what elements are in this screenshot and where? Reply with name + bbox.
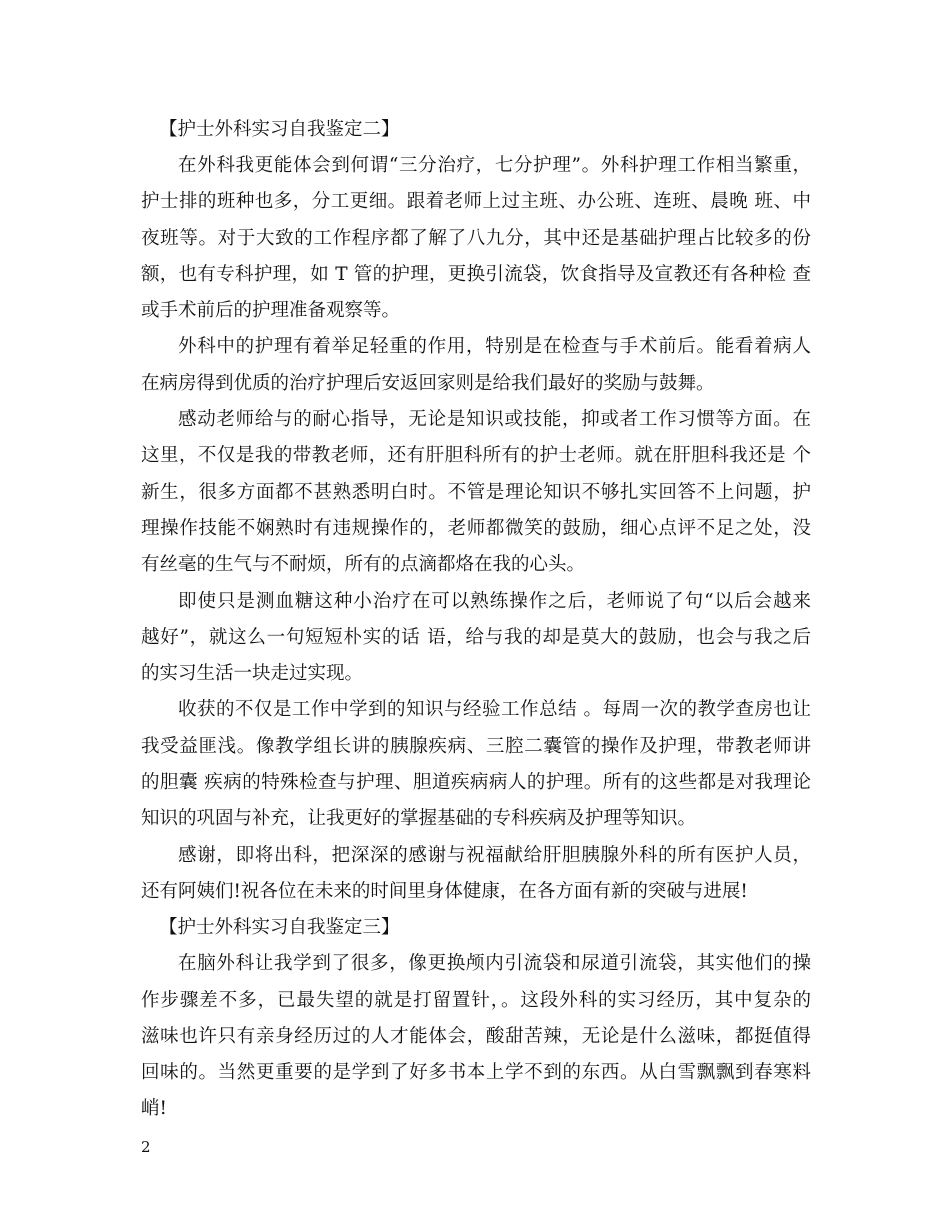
text-line: 知识的巩固与补充，让我更好的掌握基础的专科疾病及护理等知识。 <box>141 808 697 830</box>
section-heading <box>141 112 811 148</box>
paragraph <box>141 692 811 837</box>
text-line: 这里，不仅是我的带教老师，还有肝胆科所有的护士老师。就在肝胆科我还是 个 <box>141 445 811 467</box>
text-line: 滋味也许只有亲身经历过的人才能体会，酸甜苦辣，无论是什么滋味，都挺值得 <box>141 1025 811 1047</box>
text-line: 作步骤差不多，已最失望的就是打留置针，。这段外科的实习经历，其中复杂的 <box>141 989 811 1011</box>
paragraph <box>141 584 811 693</box>
text-line: 峭! <box>141 1098 167 1120</box>
text-line: 收获的不仅是工作中学到的知识与经验工作总结 。每周一次的教学查房也让 <box>178 699 811 721</box>
section-heading <box>141 910 811 946</box>
paragraph <box>141 402 811 583</box>
text-line: 额，也有专科护理，如 T 管的护理，更换引流袋，饮食指导及宣教还有各种检 查 <box>141 263 811 285</box>
page-number: 2 <box>141 1138 151 1156</box>
text-line: 【护士外科实习自我鉴定二】 <box>159 119 400 140</box>
text-line: 的胆囊 疾病的特殊检查与护理、胆道疾病病人的护理。所有的这些都是对我理论 <box>141 772 811 794</box>
text-line: 新生，很多方面都不甚熟悉明白时。不管是理论知识不够扎实回答不上问题，护 <box>141 481 811 503</box>
text-line: 感动老师给与的耐心指导，无论是知识或技能，抑或者工作习惯等方面。在 <box>178 409 811 431</box>
paragraph <box>141 946 811 1127</box>
text-line: 护士排的班种也多，分工更细。跟着老师上过主班、办公班、连班、晨晚 班、中 <box>141 191 811 213</box>
paragraph <box>141 838 811 911</box>
text-line: 我受益匪浅。像教学组长讲的胰腺疾病、三腔二囊管的操作及护理，带教老师讲 <box>141 735 811 757</box>
text-line: 理操作技能不娴熟时有违规操作的，老师都微笑的鼓励，细心点评不足之处，没 <box>141 517 811 539</box>
document-body <box>141 112 811 1128</box>
text-line: 还有阿姨们!祝各位在未来的时间里身体健康，在各方面有新的突破与进展! <box>141 880 748 902</box>
text-line: 夜班等。对于大致的工作程序都了解了八九分，其中还是基础护理占比较多的份 <box>141 227 811 249</box>
text-line: 有丝毫的生气与不耐烦，所有的点滴都烙在我的心头。 <box>141 554 586 576</box>
paragraph <box>141 329 811 402</box>
text-line: 在外科我更能体会到何谓“三分治疗，七分护理”。外科护理工作相当繁重， <box>178 155 811 176</box>
text-line: 的实习生活一块走过实现。 <box>141 663 364 685</box>
text-line: 回味的。当然更重要的是学到了好多书本上学不到的东西。从白雪飘飘到春寒料 <box>141 1062 811 1084</box>
text-line: 即使只是测血糖这种小治疗在可以熟练操作之后，老师说了句“以后会越来 <box>178 590 811 612</box>
text-line: 在脑外科让我学到了很多，像更换颅内引流袋和尿道引流袋，其实他们的操 <box>178 953 811 975</box>
text-line: 外科中的护理有着举足轻重的作用，特别是在检查与手术前后。能看着病人 <box>178 336 811 358</box>
text-line: 感谢，即将出科，把深深的感谢与祝福献给肝胆胰腺外科的所有医护人员， <box>178 844 811 866</box>
text-line: 【护士外科实习自我鉴定三】 <box>159 917 400 939</box>
paragraph <box>141 148 811 329</box>
text-line: 越好”，就这么一句短短朴实的话 语，给与我的却是莫大的鼓励，也会与我之后 <box>141 626 811 648</box>
text-line: 在病房得到优质的治疗护理后安返回家则是给我们最好的奖励与鼓舞。 <box>141 372 715 394</box>
text-line: 或手术前后的护理准备观察等。 <box>141 300 401 322</box>
